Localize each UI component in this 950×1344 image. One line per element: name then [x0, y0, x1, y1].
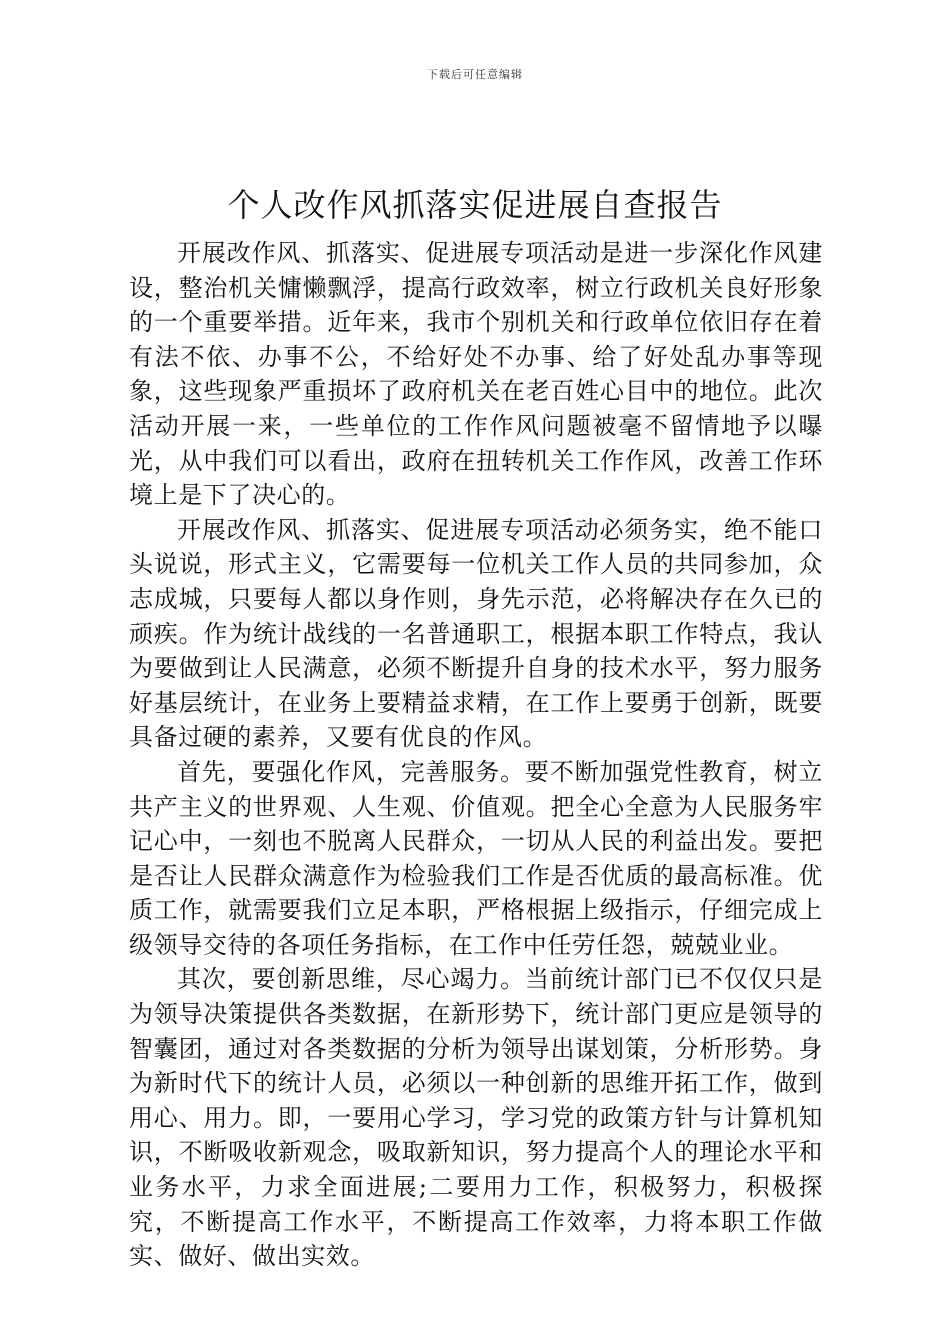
- paragraph-2: 开展改作风、抓落实、促进展专项活动必须务实，绝不能口头说说，形式主义，它需要每一位机关工作人员的共同参加，众志成城，只要每人都以身作则，身先示范，必将解决存在久已的顽疾。作为统计战线的一名普通职工，根据本职工作特点，我认为要做到让人民满意，必须不断提升自身的技术水平，努力服务好基层统计，在业务上要精益求精，在工作上要勇于创新，既要具备过硬的素养，又要有优良的作风。: [129, 515, 823, 752]
- document-body: [129, 236, 823, 1274]
- document-title: 个人改作风抓落实促进展自查报告: [227, 186, 723, 224]
- paragraph-1: 开展改作风、抓落实、促进展专项活动是进一步深化作风建设，整治机关慵懒飘浮，提高行政效率，树立行政机关良好形象的一个重要举措。近年来，我市个别机关和行政单位依旧存在着有法不依、办事不公，不给好处不办事、给了好处乱办事等现象，这些现象严重损坏了政府机关在老百姓心目中的地位。此次活动开展一来，一些单位的工作作风问题被毫不留情地予以曝光，从中我们可以看出，政府在扭转机关工作作风，改善工作环境上是下了决心的。: [129, 239, 823, 510]
- paragraph-4: 其次，要创新思维，尽心竭力。当前统计部门已不仅仅只是为领导决策提供各类数据，在新形势下，统计部门更应是领导的智囊团，通过对各类数据的分析为领导出谋划策，分析形势。身为新时代下的统计人员，必须以一种创新的思维开拓工作，做到用心、用力。即，一要用心学习，学习党的政策方针与计算机知识，不断吸收新观念，吸取新知识，努力提高个人的理论水平和业务水平，力求全面进展;二要用力工作，积极努力，积极探究，不断提高工作水平，不断提高工作效率，力将本职工作做实、做好、做出实效。: [129, 965, 823, 1271]
- header-note: 下载后可任意编辑: [427, 68, 523, 81]
- paragraph-3: 首先，要强化作风，完善服务。要不断加强党性教育，树立共产主义的世界观、人生观、价值观。把全心全意为人民服务牢记心中，一刻也不脱离人民群众，一切从人民的利益出发。要把是否让人民群众满意作为检验我们工作是否优质的最高标准。优质工作，就需要我们立足本职，严格根据上级指示，仔细完成上级领导交待的各项任务指标，在工作中任劳任怨，兢兢业业。: [129, 757, 823, 959]
